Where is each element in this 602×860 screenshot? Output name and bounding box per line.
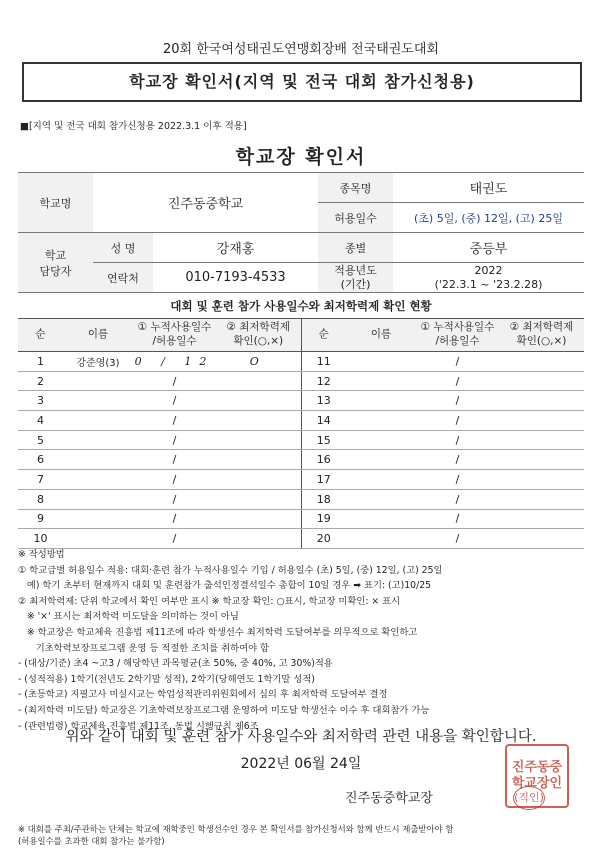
row-no: 9	[18, 509, 63, 529]
row-no: 17	[301, 470, 346, 490]
note-line: - (초등학교) 지필고사 미실시교는 학업성적관리위원회에서 심의 후 최저학력 도달여부 결정	[18, 689, 388, 701]
student-name	[346, 529, 416, 549]
student-name	[346, 509, 416, 529]
used-days: /	[416, 450, 499, 470]
row-no: 3	[18, 391, 63, 411]
note-line: 기초학력보장프로그램 운영 등 적절한 조치를 취하여야 함	[18, 642, 270, 654]
check-mark	[499, 450, 584, 470]
row-no: 12	[301, 371, 346, 391]
student-name	[346, 489, 416, 509]
used-days: /	[133, 371, 216, 391]
student-name	[346, 430, 416, 450]
table-row	[18, 371, 584, 391]
school-label: 학교명	[18, 173, 93, 233]
student-name	[346, 470, 416, 490]
used-days: /	[416, 430, 499, 450]
row-no: 16	[301, 450, 346, 470]
confirmation-statement: 위와 같이 대회 및 훈련 참가 사용일수와 최저학력 관련 내용을 확인합니다.	[65, 729, 537, 745]
school-info-table	[18, 172, 584, 293]
check-mark	[216, 529, 301, 549]
used-days: /	[133, 470, 216, 490]
check-mark	[499, 371, 584, 391]
student-name	[63, 489, 133, 509]
used-days: /	[133, 411, 216, 431]
allowed-days-label: 허용일수	[318, 203, 393, 233]
check-mark	[499, 489, 584, 509]
student-name	[346, 371, 416, 391]
manager-name: 강재홍	[153, 233, 318, 263]
used-days: /	[416, 470, 499, 490]
period-value: ('22.3.1 ~ '23.2.28)	[434, 277, 543, 291]
note-line: - (성적적용) 1학기(전년도 2학기말 성적), 2학기(당해연도 1학기말 성적)	[18, 673, 315, 685]
student-name	[346, 352, 416, 372]
check-mark	[499, 391, 584, 411]
col-check: ② 최저학력제 확인(○,×)	[216, 319, 301, 352]
event-label: 종목명	[318, 173, 393, 203]
used-days: /	[416, 411, 499, 431]
row-no: 18	[301, 489, 346, 509]
used-days: /	[416, 529, 499, 549]
table-row	[18, 489, 584, 509]
banner-title: 학교장 확인서(지역 및 전국 대회 참가신청용)	[22, 62, 582, 102]
check-mark	[499, 509, 584, 529]
used-days: /	[133, 430, 216, 450]
contact-label: 연락처	[93, 263, 153, 293]
participation-table	[18, 318, 584, 549]
used-days: /	[416, 371, 499, 391]
row-no: 20	[301, 529, 346, 549]
type-label: 종별	[318, 233, 393, 263]
row-no: 14	[301, 411, 346, 431]
student-name	[63, 371, 133, 391]
manager-label: 학교 담당자	[18, 233, 93, 293]
col-no: 순	[18, 319, 63, 352]
check-mark	[499, 529, 584, 549]
col-name: 이름	[346, 319, 416, 352]
row-no: 1	[18, 352, 63, 372]
year-value: 2022	[474, 263, 503, 277]
official-seal-mark: (직인)	[513, 786, 545, 810]
note-line: - (관련법령) 학교체육 진흥법 제11조, 동법 시행규칙 제6조	[18, 720, 259, 732]
row-no: 6	[18, 450, 63, 470]
check-mark	[216, 509, 301, 529]
applicability-note: ■[지역 및 전국 대회 참가신청용 2022.3.1 이후 적용]	[20, 121, 247, 132]
student-name	[346, 391, 416, 411]
document-title: 학교장 확인서	[235, 146, 367, 168]
note-line: ※ '×' 표시는 최저학력 미도달을 의미하는 것이 아님	[18, 611, 239, 623]
col-no: 순	[301, 319, 346, 352]
col-days: ① 누적사용일수 /허용일수	[133, 319, 216, 352]
row-no: 19	[301, 509, 346, 529]
used-days: /	[133, 391, 216, 411]
note-line: ① 학교급별 허용일수 적용: 대회·훈련 참가 누적사용일수 기입 / 허용일수 (초) 5일, (중) 12일, (고) 25일	[18, 564, 443, 576]
table-row	[18, 529, 584, 549]
type-value: 중등부	[393, 233, 584, 263]
check-mark	[499, 352, 584, 372]
list-title: 대회 및 훈련 참가 사용일수와 최저학력제 확인 현황	[170, 299, 432, 313]
student-name	[63, 470, 133, 490]
note-line: - (대상/기준) 초4 ~고3 / 해당학년 과목평균(초 50%, 중 40%, 고 30%)적용	[18, 658, 333, 670]
row-no: 5	[18, 430, 63, 450]
used-days: /	[133, 509, 216, 529]
used-days: /	[133, 489, 216, 509]
check-mark: O	[216, 352, 301, 372]
year-cell	[393, 263, 584, 293]
col-name: 이름	[63, 319, 133, 352]
stamp-text: 진주동중 학교장인	[511, 760, 563, 791]
check-mark	[499, 411, 584, 431]
used-days: /	[416, 391, 499, 411]
used-days: /	[133, 529, 216, 549]
used-days: 0 / 12	[133, 352, 216, 372]
event-name: 태권도	[393, 173, 584, 203]
check-mark	[499, 470, 584, 490]
check-mark	[216, 489, 301, 509]
table-row	[18, 509, 584, 529]
table-row	[18, 391, 584, 411]
note-line: - (최저학력 미도달) 학교장은 기초학력보장프로그램 운영하여 미도달 학생선수 이수 후 대회참가 가능	[18, 704, 430, 716]
row-no: 4	[18, 411, 63, 431]
table-row	[18, 411, 584, 431]
col-days: ① 누적사용일수 /허용일수	[416, 319, 499, 352]
row-no: 10	[18, 529, 63, 549]
used-days: /	[416, 352, 499, 372]
student-name	[63, 411, 133, 431]
contact-value: 010-7193-4533	[153, 263, 318, 293]
check-mark	[216, 430, 301, 450]
student-name	[346, 450, 416, 470]
used-days: /	[133, 450, 216, 470]
check-mark	[216, 371, 301, 391]
principal-signature-label: 진주동중학교장	[345, 791, 433, 806]
table-row	[18, 352, 584, 372]
note-line: ② 최저학력제: 단위 학교에서 확인 여부만 표시 ※ 학교장 확인: ○표시, 학교장 미확인: × 표시	[18, 595, 401, 607]
table-row	[18, 430, 584, 450]
used-days: /	[416, 489, 499, 509]
student-name: 강준영(3)	[63, 352, 133, 372]
student-name	[63, 450, 133, 470]
note-line: 예) 학기 초부터 현재까지 대회 및 훈련참가 출석인정결석일수 총합이 10일 경우 ➡ 표기: (고)10/25	[18, 580, 432, 592]
used-days: /	[416, 509, 499, 529]
table-row	[18, 450, 584, 470]
student-name	[63, 529, 133, 549]
row-no: 2	[18, 371, 63, 391]
check-mark	[499, 430, 584, 450]
instructions	[18, 547, 588, 734]
student-name	[63, 430, 133, 450]
footnote: ※ 대회를 주최/주관하는 단체는 학교에 재학중인 학생선수인 경우 본 확인서를 참가신청서와 함께 반드시 제출받아야 함 (허용일수를 초과한 대회 참가는 불가함)	[18, 824, 454, 846]
note-line: ※ 학교장은 학교체육 진흥법 제11조에 따라 학생선수 최저학력 도달여부를 의무적으로 확인하고	[18, 626, 418, 638]
year-label: 적용년도 (기간)	[318, 263, 393, 293]
row-no: 11	[301, 352, 346, 372]
student-name	[63, 509, 133, 529]
row-no: 7	[18, 470, 63, 490]
check-mark	[216, 470, 301, 490]
event-title: 20회 한국여성태권도연맹회장배 전국태권도대회	[163, 42, 439, 57]
col-check: ② 최저학력제 확인(○,×)	[499, 319, 584, 352]
row-no: 15	[301, 430, 346, 450]
note-line: ※ 작성방법	[18, 549, 65, 560]
allowed-days: (초) 5일, (중) 12일, (고) 25일	[393, 203, 584, 233]
check-mark	[216, 391, 301, 411]
student-name	[63, 391, 133, 411]
issue-date: 2022년 06월 24일	[240, 756, 362, 772]
table-row	[18, 470, 584, 490]
check-mark	[216, 450, 301, 470]
row-no: 13	[301, 391, 346, 411]
check-mark	[216, 411, 301, 431]
name-label: 성 명	[93, 233, 153, 263]
row-no: 8	[18, 489, 63, 509]
student-name	[346, 411, 416, 431]
school-name: 진주동중학교	[93, 173, 318, 233]
